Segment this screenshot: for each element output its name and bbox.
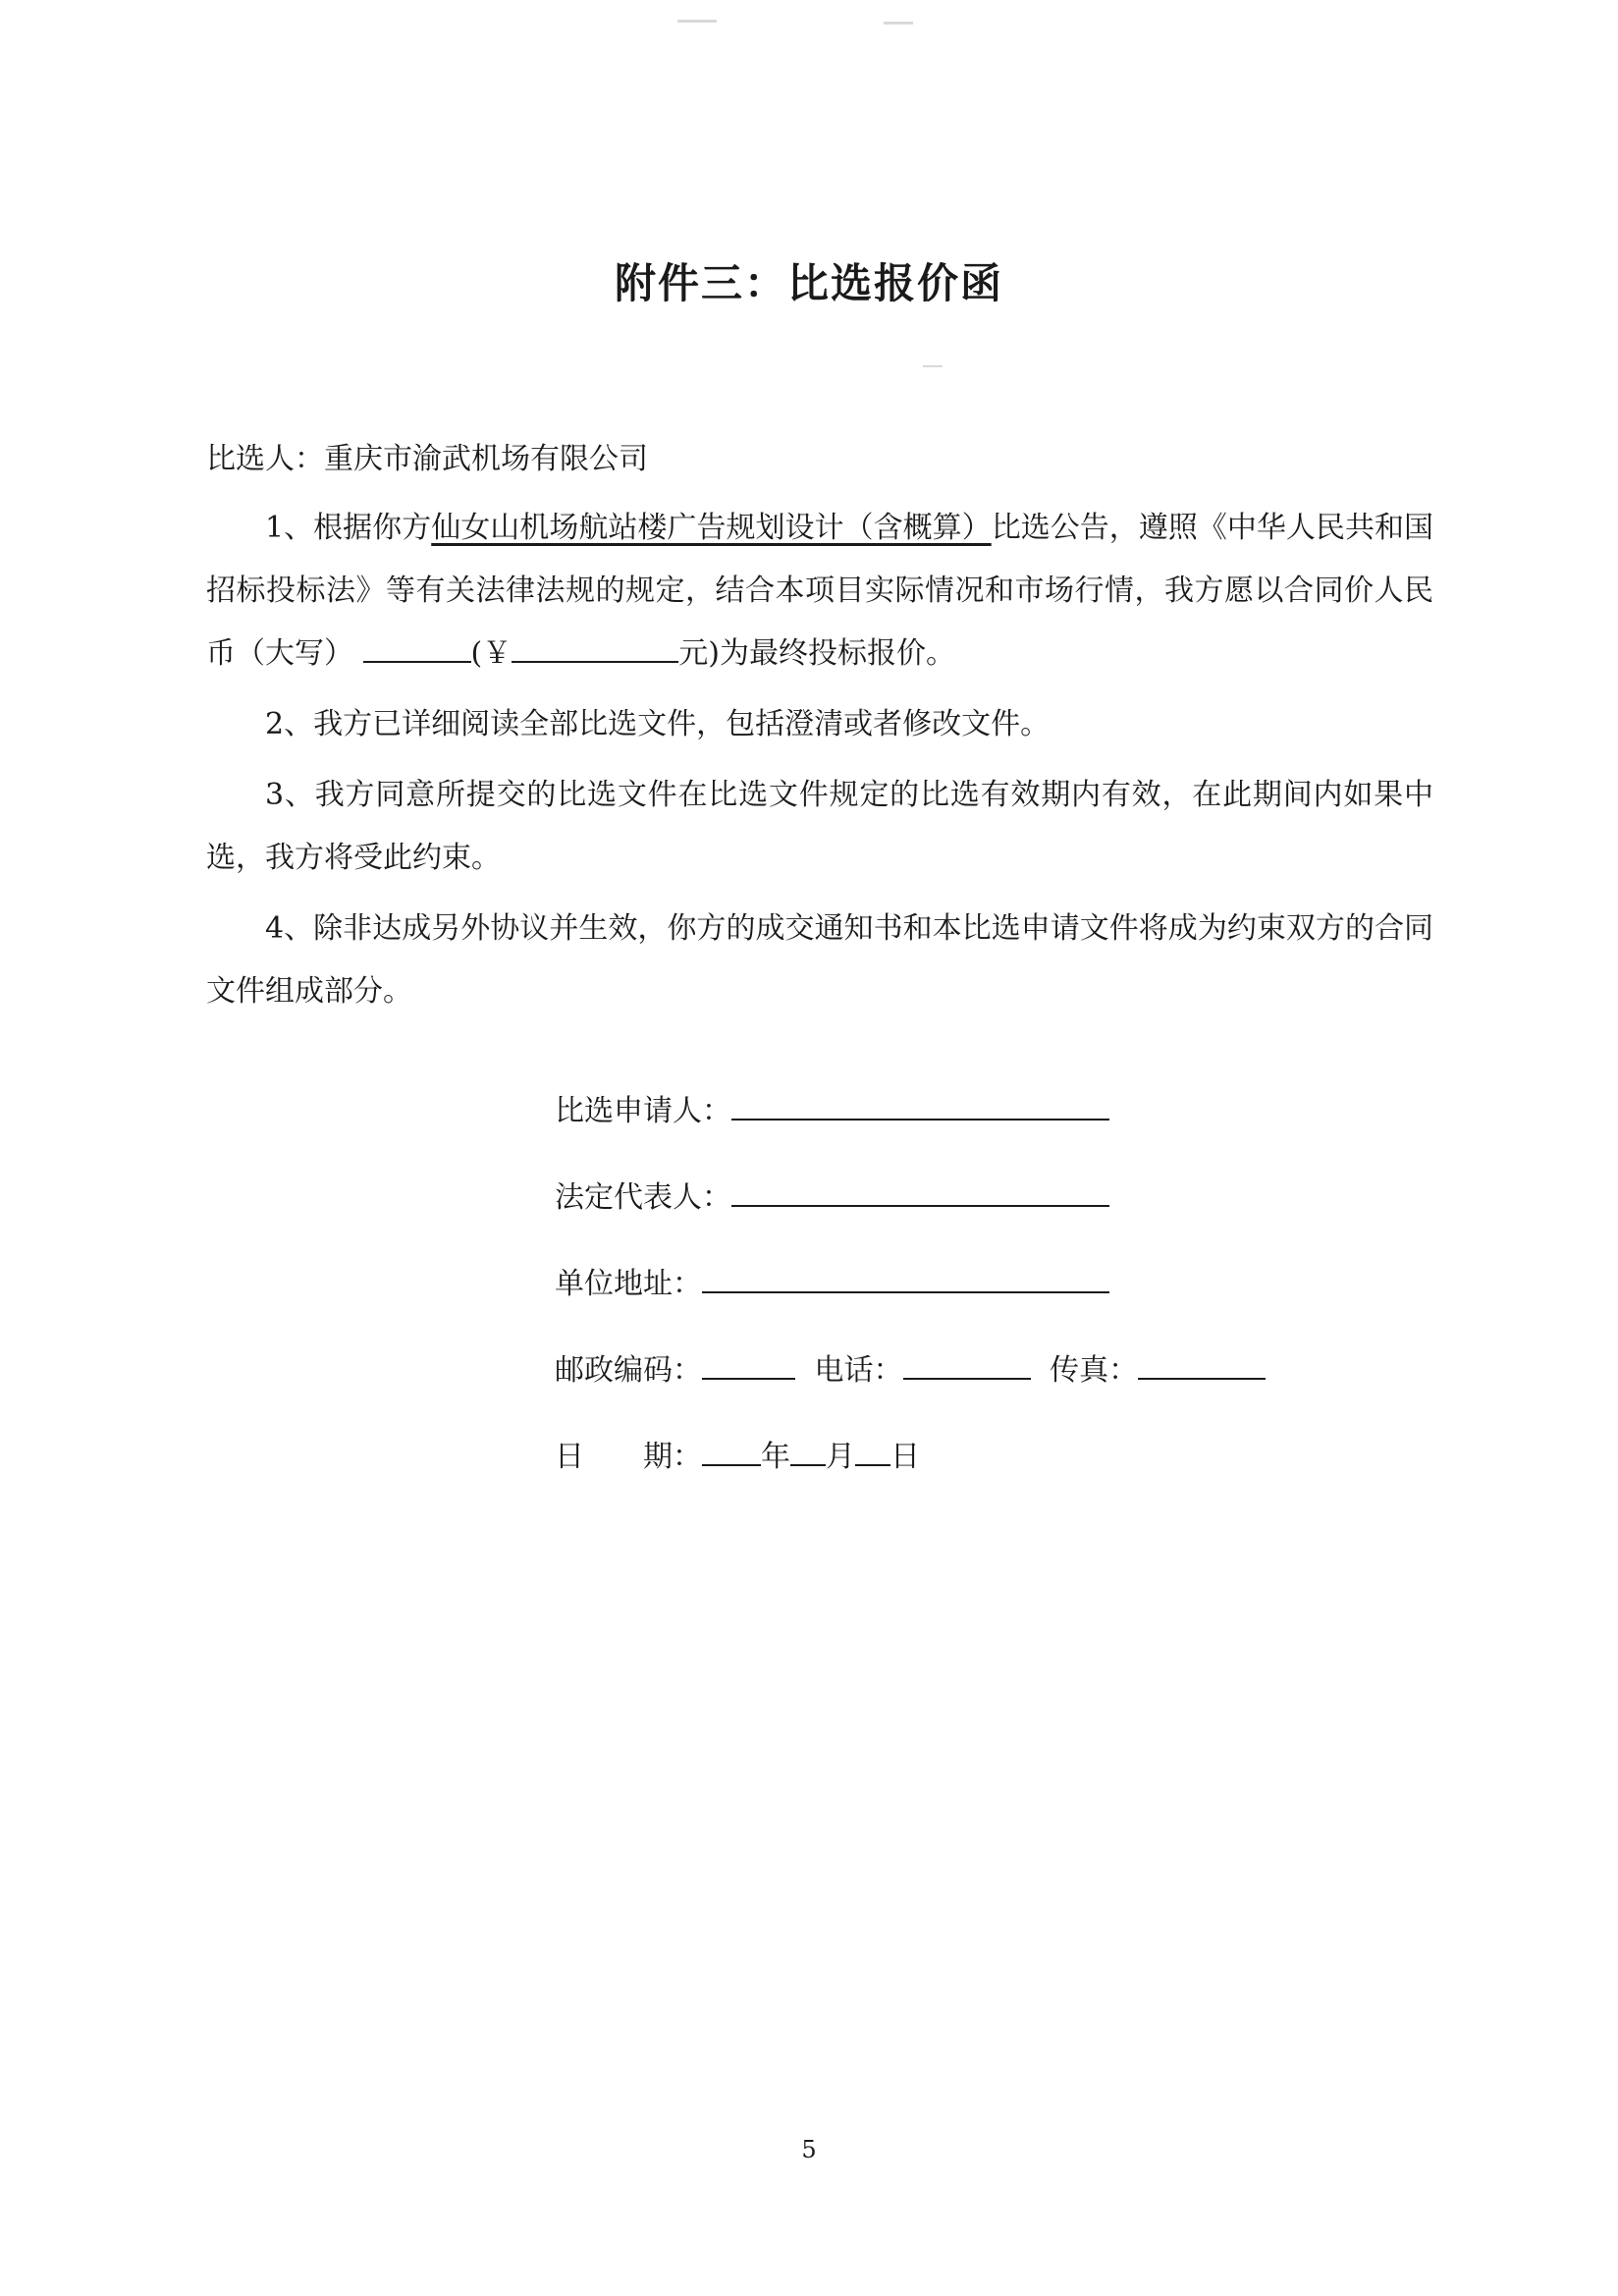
applicant-blank[interactable]	[731, 1089, 1109, 1121]
postcode-blank[interactable]	[702, 1348, 795, 1380]
paragraph-3: 3、我方同意所提交的比选文件在比选文件规定的比选有效期内有效，在此期间内如果中选，我方将受此约束。	[206, 778, 1433, 875]
month-blank[interactable]	[790, 1435, 826, 1466]
signature-block	[555, 1080, 1275, 1512]
paragraph-1-suffix: 元)为最终投标报价。	[678, 636, 955, 671]
paragraph-4: 4、除非达成另外协议并生效，你方的成交通知书和本比选申请文件将成为约束双方的合同文件组成部分。	[206, 911, 1433, 1009]
paren-open: (￥	[470, 636, 512, 671]
document-title: 附件三：比选报价函	[614, 259, 1003, 307]
paragraph-2: 2、我方已详细阅读全部比选文件，包括澄清或者修改文件。	[265, 707, 1051, 741]
day-label: 日	[890, 1440, 920, 1474]
project-name: 仙女山机场航站楼广告规划设计（含概算）	[431, 511, 992, 545]
amount-words-blank[interactable]	[363, 631, 471, 663]
month-label: 月	[826, 1440, 855, 1474]
fax-blank[interactable]	[1138, 1348, 1266, 1380]
paragraph-1-middle: 比选公告，遵照《中华人民共和国招标投标法》等有关法律法规的规定，结合本项目实际情况和市场行情，我方愿以合同价人民币（大写）	[206, 511, 1434, 671]
scan-artifact	[923, 365, 943, 367]
phone-label: 电话：	[814, 1353, 903, 1388]
address-blank[interactable]	[702, 1262, 1109, 1293]
postcode-label: 邮政编码：	[555, 1353, 702, 1388]
legal-rep-blank[interactable]	[731, 1175, 1109, 1207]
year-blank[interactable]	[702, 1435, 761, 1466]
legal-rep-label: 法定代表人：	[555, 1180, 731, 1215]
paragraph-1-prefix: 1、根据你方	[265, 511, 432, 545]
address-row	[555, 1253, 1275, 1339]
day-blank[interactable]	[855, 1435, 890, 1466]
amount-number-blank[interactable]	[512, 631, 678, 663]
applicant-row	[555, 1080, 1275, 1167]
year-label: 年	[761, 1440, 790, 1474]
contact-row	[555, 1339, 1275, 1426]
paragraph-1	[206, 497, 1433, 685]
applicant-label: 比选申请人：	[555, 1094, 731, 1128]
date-label: 日 期：	[555, 1440, 702, 1474]
legal-rep-row	[555, 1167, 1275, 1253]
page-number: 5	[801, 2136, 817, 2163]
fax-label: 传真：	[1050, 1353, 1139, 1388]
address-label: 单位地址：	[555, 1267, 702, 1301]
scan-artifact	[677, 20, 717, 23]
scan-artifact	[884, 22, 913, 25]
paragraphs	[206, 497, 1433, 1031]
phone-blank[interactable]	[903, 1348, 1031, 1380]
date-row	[555, 1426, 1275, 1512]
recipient-line: 比选人：重庆市渝武机场有限公司	[206, 442, 648, 476]
